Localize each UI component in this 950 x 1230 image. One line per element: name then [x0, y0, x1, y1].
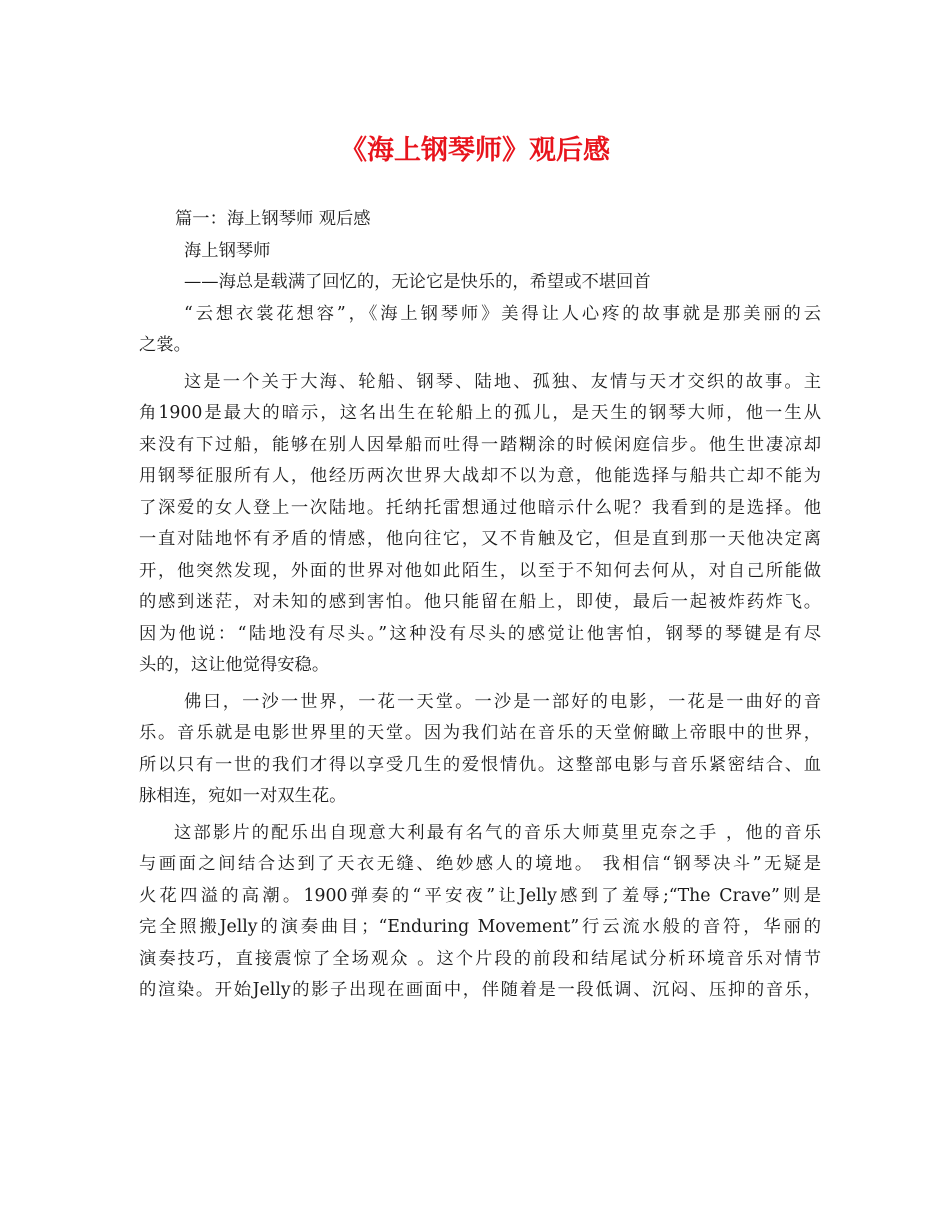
section-heading: 篇一：海上钢琴师 观后感	[175, 209, 371, 229]
paragraph-line: 的渲染。开始Jelly的影子出现在画面中，伴随着是一段低调、沉闷、压抑的音乐，	[139, 980, 821, 1000]
paragraph-line: 来没有下过船，能够在别人因晕船而吐得一踏糊涂的时候闲庭信步。他生世凄凉却	[139, 434, 821, 455]
paragraph-line: 脉相连，宛如一对双生花。	[139, 786, 347, 806]
subtitle: 海上钢琴师	[184, 240, 271, 261]
paragraph-line: 因为他说：“陆地没有尽头。”这种没有尽头的感觉让他害怕，钢琴的琴键是有尽	[139, 623, 821, 644]
paragraph-line: 佛曰，一沙一世界，一花一天堂。一沙是一部好的电影，一花是一曲好的音	[184, 691, 821, 712]
paragraph-line: 这是一个关于大海、轮船、钢琴、陆地、孤独、友情与天才交织的故事。主	[184, 371, 821, 392]
paragraph	[139, 687, 821, 813]
paragraph-line: 所以只有一世的我们才得以享受几生的爱恨情仇。这整部电影与音乐紧密结合、血	[139, 754, 821, 775]
paragraph-line: “云想衣裳花想容”，《海上钢琴师》美得让人心疼的故事就是那美丽的云	[184, 303, 821, 324]
document-body	[139, 204, 821, 1007]
epigraph: ——海总是载满了回忆的，无论它是快乐的，希望或不堪回首	[184, 272, 651, 292]
paragraph	[139, 367, 821, 682]
paragraph-line: 这部影片的配乐出自现意大利最有名气的音乐大师莫里克奈之手 ，他的音乐	[174, 822, 821, 843]
paragraph-line: 完全照搬Jelly的演奏曲目；“Enduring Movement”行云流水般的音符，华丽的	[139, 917, 821, 937]
paragraph-line: 火花四溢的高潮。1900弹奏的“平安夜”让Jelly感到了羞辱;“The Crave”则是	[139, 885, 821, 906]
paragraph-line: 演奏技巧，直接震惊了全场观众 。这个片段的前段和结尾试分析环境音乐对情节	[139, 948, 821, 969]
paragraph-line: 的感到迷茫，对未知的感到害怕。他只能留在船上，即使，最后一起被炸药炸飞。	[139, 592, 821, 612]
paragraph-line: 与画面之间结合达到了天衣无缝、绝妙感人的境地。 我相信“钢琴决斗”无疑是	[139, 854, 821, 874]
paragraph-line: 一直对陆地怀有矛盾的情感，他向往它，又不肯触及它，但是直到那一天他决定离	[139, 529, 821, 549]
document-title: 《海上钢琴师》观后感	[340, 135, 610, 166]
paragraph-line: 了深爱的女人登上一次陆地。托纳托雷想通过他暗示什么呢？我看到的是选择。他	[139, 497, 821, 518]
paragraph-line: 开，他突然发现，外面的世界对他如此陌生，以至于不知何去何从，对自己所能做	[139, 560, 821, 581]
paragraph-line: 角1900是最大的暗示，这名出生在轮船上的孤儿，是天生的钢琴大师，他一生从	[139, 403, 821, 423]
paragraph	[139, 299, 821, 362]
paragraph	[139, 818, 821, 1007]
paragraph-line: 用钢琴征服所有人，他经历两次世界大战却不以为意，他能选择与船共亡却不能为	[139, 466, 821, 486]
paragraph-line: 之裳。	[139, 335, 191, 355]
paragraph-line: 头的，这让他觉得安稳。	[139, 655, 330, 675]
paragraph-line: 乐。音乐就是电影世界里的天堂。因为我们站在音乐的天堂俯瞰上帝眼中的世界，	[139, 723, 821, 743]
